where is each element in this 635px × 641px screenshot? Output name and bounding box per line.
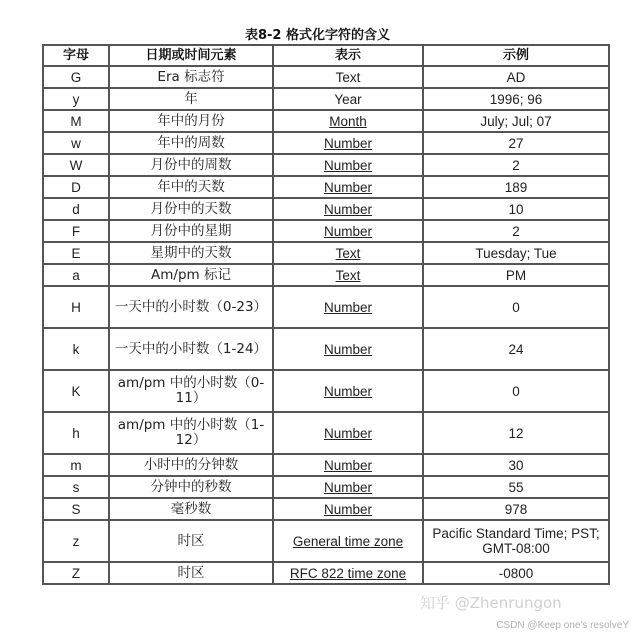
presentation-link[interactable]: General time zone	[292, 533, 404, 549]
presentation-link[interactable]: Number	[323, 179, 372, 195]
table-row	[43, 264, 609, 286]
cell-letter: d	[43, 198, 109, 220]
cell-letter: K	[43, 370, 109, 412]
presentation-link[interactable]: Number	[323, 157, 372, 173]
table-row	[43, 220, 609, 242]
cell-example: 2	[423, 154, 609, 176]
cell-letter: s	[43, 476, 109, 498]
csdn-watermark: CSDN @Keep one's resolveY	[496, 620, 629, 631]
cell-example: July; Jul; 07	[423, 110, 609, 132]
cell-element: 分钟中的秒数	[109, 476, 273, 498]
presentation-link[interactable]: Number	[323, 501, 372, 517]
cell-presentation	[273, 88, 423, 110]
header-presentation: 表示	[273, 45, 423, 66]
cell-presentation	[273, 520, 423, 562]
cell-letter: w	[43, 132, 109, 154]
table-header-row	[43, 45, 609, 66]
cell-letter: y	[43, 88, 109, 110]
cell-element: am/pm 中的小时数（0-11）	[109, 370, 273, 412]
cell-letter: E	[43, 242, 109, 264]
cell-example: 30	[423, 454, 609, 476]
table-row	[43, 88, 609, 110]
presentation-link[interactable]: Number	[323, 479, 372, 495]
cell-example: AD	[423, 66, 609, 88]
cell-letter: G	[43, 66, 109, 88]
table-row	[43, 154, 609, 176]
cell-letter: H	[43, 286, 109, 328]
table-row	[43, 412, 609, 454]
cell-element: 年中的周数	[109, 132, 273, 154]
cell-example: 55	[423, 476, 609, 498]
cell-presentation	[273, 476, 423, 498]
table-row	[43, 476, 609, 498]
cell-letter: z	[43, 520, 109, 562]
cell-example: 27	[423, 132, 609, 154]
cell-presentation	[273, 264, 423, 286]
cell-element: am/pm 中的小时数（1-12）	[109, 412, 273, 454]
table-row	[43, 286, 609, 328]
table-row	[43, 66, 609, 88]
format-characters-table	[42, 44, 610, 585]
cell-element: Era 标志符	[109, 66, 273, 88]
table-row	[43, 132, 609, 154]
presentation-link[interactable]: Text	[335, 267, 361, 283]
cell-presentation	[273, 286, 423, 328]
cell-letter: S	[43, 498, 109, 520]
cell-element: 一天中的小时数（0-23）	[109, 286, 273, 328]
cell-presentation	[273, 242, 423, 264]
table-row	[43, 328, 609, 370]
cell-presentation	[273, 198, 423, 220]
presentation-link[interactable]: Number	[323, 135, 372, 151]
cell-letter: M	[43, 110, 109, 132]
cell-element: 年	[109, 88, 273, 110]
table-caption: 表8-2 格式化字符的含义	[244, 28, 390, 43]
cell-presentation	[273, 154, 423, 176]
presentation-link: Year	[334, 91, 362, 107]
cell-element: 月份中的周数	[109, 154, 273, 176]
cell-presentation	[273, 132, 423, 154]
cell-example: 0	[423, 370, 609, 412]
cell-example: 978	[423, 498, 609, 520]
cell-example: 12	[423, 412, 609, 454]
cell-example: 1996; 96	[423, 88, 609, 110]
header-element: 日期或时间元素	[109, 45, 273, 66]
table-row	[43, 198, 609, 220]
cell-example: Pacific Standard Time; PST; GMT-08:00	[423, 520, 609, 562]
presentation-link[interactable]: Number	[323, 223, 372, 239]
presentation-link[interactable]: Number	[323, 425, 372, 441]
cell-letter: a	[43, 264, 109, 286]
presentation-link[interactable]: RFC 822 time zone	[289, 565, 407, 581]
table-row	[43, 562, 609, 584]
presentation-link[interactable]: Month	[329, 113, 367, 129]
cell-presentation	[273, 454, 423, 476]
cell-presentation	[273, 66, 423, 88]
cell-letter: F	[43, 220, 109, 242]
cell-element: 月份中的星期	[109, 220, 273, 242]
cell-element: 小时中的分钟数	[109, 454, 273, 476]
cell-letter: m	[43, 454, 109, 476]
cell-presentation	[273, 370, 423, 412]
cell-example: PM	[423, 264, 609, 286]
presentation-link[interactable]: Number	[323, 383, 372, 399]
cell-letter: k	[43, 328, 109, 370]
cell-element: 一天中的小时数（1-24）	[109, 328, 273, 370]
header-letter: 字母	[43, 45, 109, 66]
cell-example: 10	[423, 198, 609, 220]
table-row	[43, 454, 609, 476]
cell-example: 0	[423, 286, 609, 328]
cell-presentation	[273, 110, 423, 132]
presentation-link[interactable]: Number	[323, 457, 372, 473]
cell-presentation	[273, 220, 423, 242]
presentation-link: Text	[335, 69, 361, 85]
table-row	[43, 498, 609, 520]
table-row	[43, 110, 609, 132]
cell-element: 毫秒数	[109, 498, 273, 520]
cell-letter: h	[43, 412, 109, 454]
presentation-link[interactable]: Number	[323, 201, 372, 217]
cell-element: 时区	[109, 520, 273, 562]
cell-presentation	[273, 328, 423, 370]
cell-element: Am/pm 标记	[109, 264, 273, 286]
cell-element: 月份中的天数	[109, 198, 273, 220]
table-row	[43, 370, 609, 412]
cell-element: 时区	[109, 562, 273, 584]
cell-example: -0800	[423, 562, 609, 584]
table-row	[43, 520, 609, 562]
table-row	[43, 176, 609, 198]
presentation-link[interactable]: Number	[323, 299, 372, 315]
cell-element: 年中的天数	[109, 176, 273, 198]
cell-letter: D	[43, 176, 109, 198]
cell-presentation	[273, 498, 423, 520]
cell-example: 24	[423, 328, 609, 370]
cell-example: 189	[423, 176, 609, 198]
cell-letter: W	[43, 154, 109, 176]
zhihu-watermark: 知乎 @Zhenrungon	[420, 594, 562, 612]
cell-letter: Z	[43, 562, 109, 584]
cell-example: Tuesday; Tue	[423, 242, 609, 264]
table-row	[43, 242, 609, 264]
cell-example: 2	[423, 220, 609, 242]
cell-element: 星期中的天数	[109, 242, 273, 264]
cell-presentation	[273, 176, 423, 198]
cell-presentation	[273, 412, 423, 454]
presentation-link[interactable]: Text	[335, 245, 361, 261]
header-example: 示例	[423, 45, 609, 66]
presentation-link[interactable]: Number	[323, 341, 372, 357]
cell-presentation	[273, 562, 423, 584]
cell-element: 年中的月份	[109, 110, 273, 132]
